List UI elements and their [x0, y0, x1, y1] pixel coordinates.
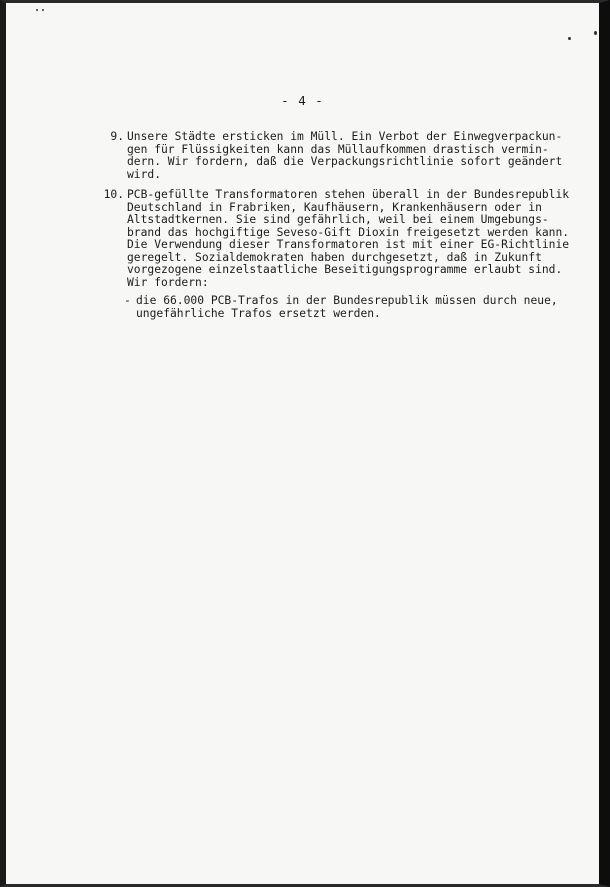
paragraph-line: wird. [127, 167, 162, 181]
demand-bullet-item [124, 295, 584, 320]
bullet-dash: - [124, 294, 131, 307]
page-number: - 4 - [281, 93, 324, 108]
scan-speck [594, 31, 597, 35]
paragraph-line: brand das hochgiftige Seveso-Gift Dioxin freigesetzt werden kann. [127, 225, 570, 239]
paragraph-line: PCB-gefüllte Transformatoren stehen überall in der Bundesrepublik [127, 188, 570, 201]
paragraph-line: Die Verwendung dieser Transformatoren ist mit einer EG-Richtlinie [127, 238, 570, 251]
paragraph-line: Wir fordern: [127, 275, 209, 289]
scan-speck [42, 9, 44, 11]
scan-speck [568, 37, 571, 40]
paragraph-line: dern. Wir fordern, daß die Verpackungsrichtlinie sofort geändert [127, 155, 563, 168]
list-item-number: 9. [110, 130, 124, 143]
paragraph-line: geregelt. Sozialdemokraten haben durchgesetzt, daß in Zukunft [127, 250, 542, 264]
paragraph-line: Deutschland in Frabriken, Kaufhäusern, Krankenhäusern oder in [127, 200, 542, 214]
paragraph-line: Altstadtkernen. Sie sind gefährlich, weil bei einem Umgebungs- [127, 213, 549, 226]
paragraph-line: ungefährliche Trafos ersetzt werden. [136, 306, 381, 320]
paragraph-line: Unsere Städte ersticken im Müll. Ein Verbot der Einwegverpackun- [127, 130, 563, 143]
list-item-number: 10. [103, 188, 124, 201]
list-item-10 [102, 189, 582, 289]
paragraph-line: gen für Flüssigkeiten kann das Müllaufkommen drastisch vermin- [127, 142, 549, 156]
paragraph-line: die 66.000 PCB-Trafos in der Bundesrepublik müssen durch neue, [136, 294, 558, 307]
list-item-9 [102, 131, 582, 181]
paragraph-line: vorgezogene einzelstaatliche Beseitigungsprogramme erlaubt sind. [127, 263, 563, 276]
scan-speck [36, 9, 38, 11]
